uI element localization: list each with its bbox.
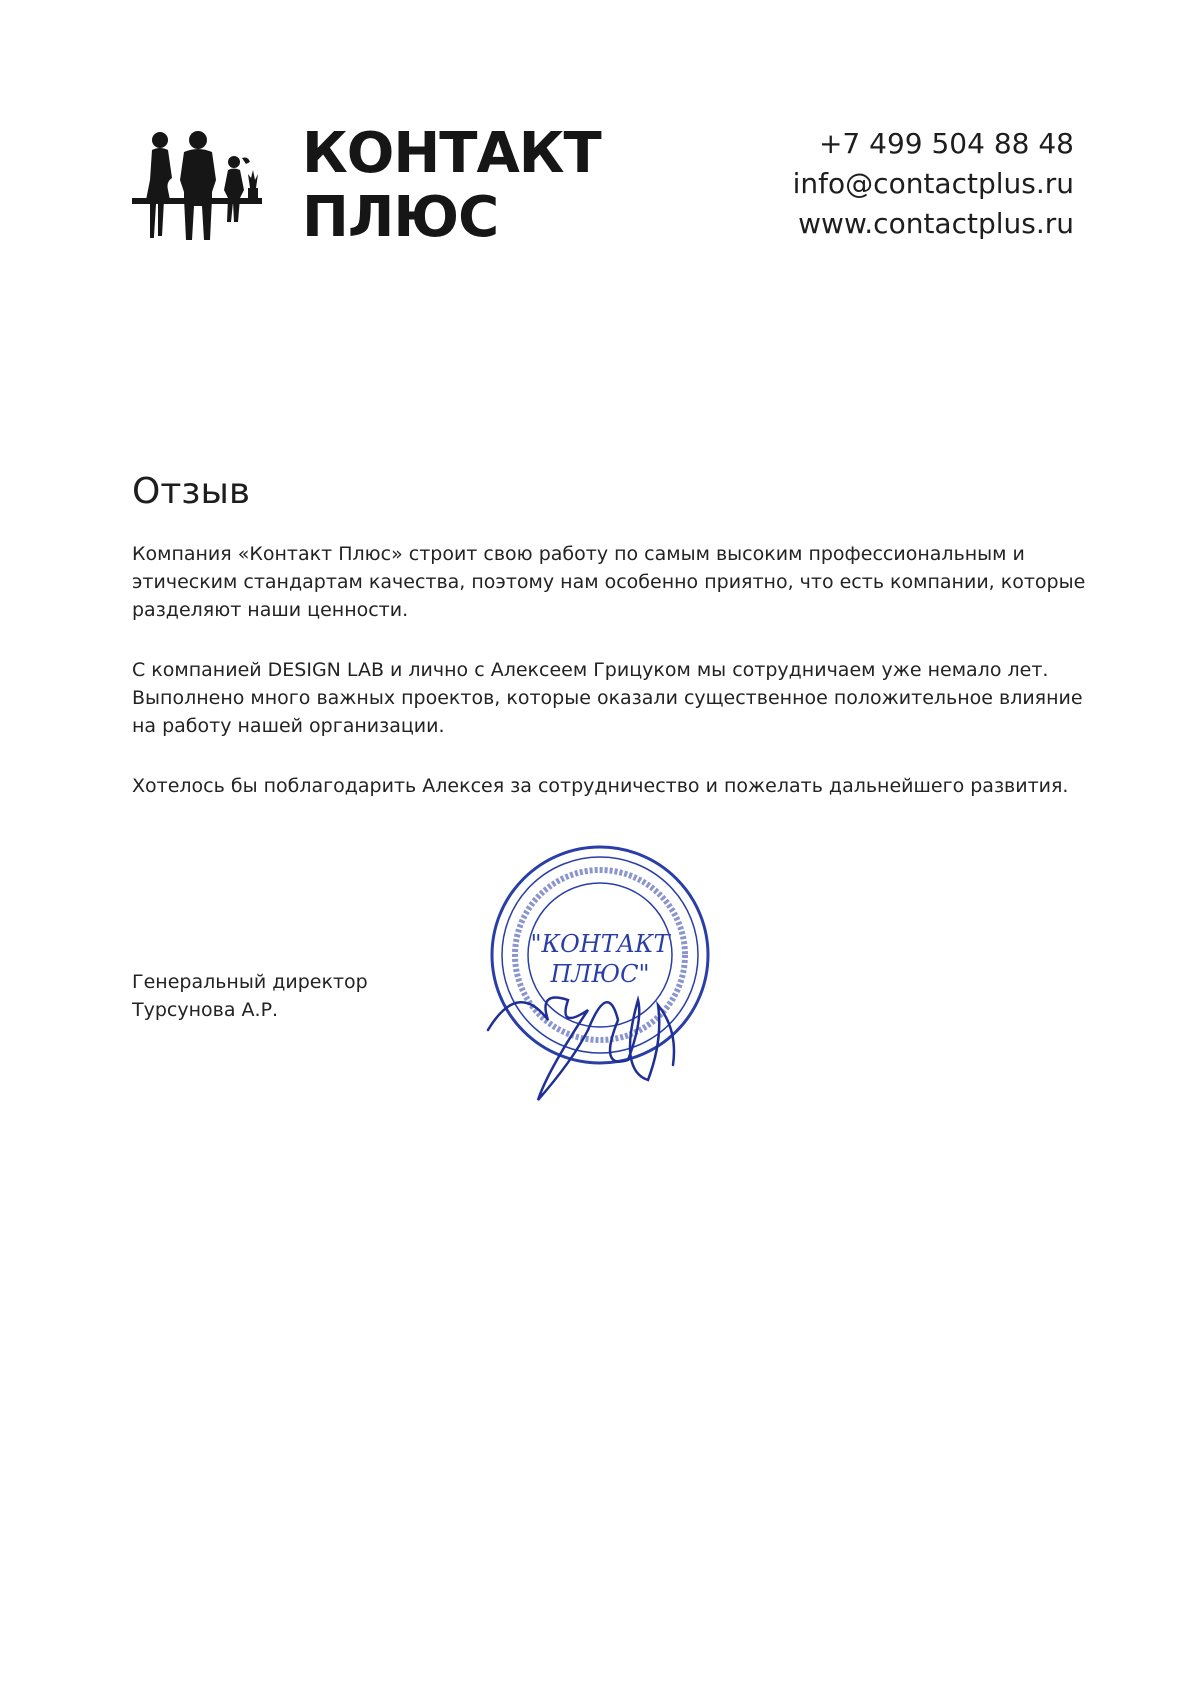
- letter-body: [132, 540, 1092, 832]
- company-logo: [132, 120, 612, 250]
- family-figures-icon: [132, 130, 282, 250]
- phone-number: +7 499 504 88 48: [818, 127, 1074, 160]
- document-title: Отзыв: [132, 471, 251, 512]
- stamp-line-1: "КОНТАКТ: [530, 930, 670, 958]
- logo-wordmark: [302, 122, 601, 250]
- logo-line-2: ПЛЮС: [302, 185, 499, 250]
- signatory-name: Турсунова А.Р.: [132, 999, 279, 1021]
- email-address: info@contactplus.ru: [792, 167, 1074, 200]
- signatory-position: Генеральный директор: [132, 971, 368, 993]
- company-stamp: [478, 830, 728, 1120]
- paragraph-2: С компанией DESIGN LAB и лично с Алексеем Грицуком мы сотрудничаем уже немало лет. Выполнено много важных проектов, которые оказали существенное положительное влияние на работу нашей организации.: [132, 659, 1083, 737]
- logo-line-1: КОНТАКТ: [302, 121, 601, 186]
- paragraph-3: Хотелось бы поблагодарить Алексея за сотрудничество и пожелать дальнейшего развития.: [132, 775, 1069, 797]
- signature-scribble: [488, 998, 674, 1101]
- signatory-block: [132, 968, 368, 1024]
- contact-info: [793, 124, 1074, 244]
- paragraph-1: Компания «Контакт Плюс» строит свою работу по самым высоким профессиональным и этическим стандартам качества, поэтому нам особенно приятно, что есть компании, которые разделяют наши ценности.: [132, 543, 1086, 621]
- website-url: www.contactplus.ru: [798, 207, 1074, 240]
- stamp-line-2: ПЛЮС": [550, 960, 650, 988]
